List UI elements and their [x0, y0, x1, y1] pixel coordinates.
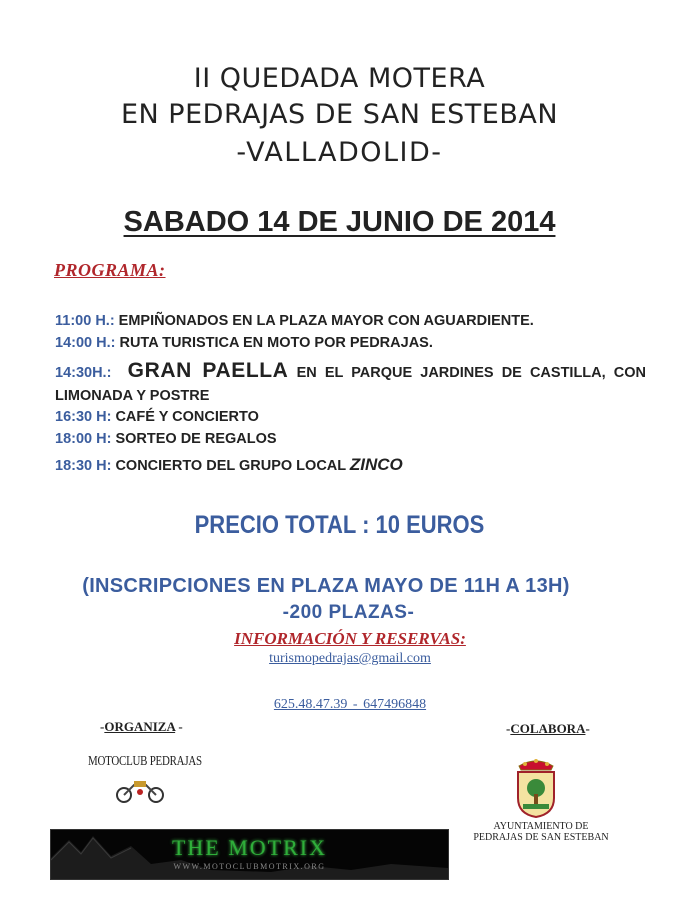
- info-heading: INFORMACIÓN Y RESERVAS:: [234, 629, 466, 648]
- ayuntamiento-line-1: AYUNTAMIENTO DE: [493, 821, 589, 832]
- email-link[interactable]: turismopedrajas@gmail.com: [269, 651, 431, 666]
- schedule-time: 11:00 H.:: [55, 313, 115, 329]
- schedule-time: 18:30 H:: [55, 458, 112, 474]
- event-date: SABADO 14 DE JUNIO DE 2014: [123, 206, 556, 238]
- schedule-text: CAFÉ Y CONCIERTO: [111, 409, 259, 425]
- schedule-item: [55, 455, 403, 475]
- schedule-text: EN EL PARQUE JARDINES DE CASTILLA, CON LIMONADA Y POSTRE: [55, 365, 647, 404]
- schedule-item: [55, 409, 259, 425]
- programa-heading: PROGRAMA:: [54, 260, 166, 280]
- registration-info: (INSCRIPCIONES EN PLAZA MAYO DE 11H A 13H): [82, 575, 570, 597]
- colabora-text: COLABORA: [510, 721, 586, 736]
- motrix-banner: [50, 829, 449, 880]
- ayuntamiento-line-2: PEDRAJAS DE SAN ESTEBAN: [473, 832, 609, 843]
- schedule-time: 16:30 H:: [55, 409, 112, 425]
- title-line-2: EN PEDRAJAS DE SAN ESTEBAN: [120, 99, 559, 130]
- price: PRECIO TOTAL : 10 EUROS: [194, 511, 485, 539]
- town-crest-icon: [513, 756, 559, 818]
- motorcycle-logo-icon: [114, 777, 166, 805]
- schedule-item: [55, 335, 433, 351]
- schedule-text: SORTEO DE REGALOS: [111, 431, 277, 447]
- schedule-text: EMPIÑONADOS EN LA PLAZA MAYOR CON AGUARDIENTE.: [114, 313, 534, 329]
- schedule-highlight: ZINCO: [349, 455, 403, 474]
- schedule-text: RUTA TURISTICA EN MOTO POR PEDRAJAS.: [115, 335, 433, 351]
- phone-numbers: 625.48.47.39 - 647496848: [273, 697, 427, 712]
- title-line-3: -VALLADOLID-: [236, 137, 443, 168]
- schedule-item: [55, 431, 277, 447]
- title-line-1: II QUEDADA MOTERA: [193, 63, 486, 94]
- places-count: -200 PLAZAS-: [282, 602, 415, 623]
- schedule-time: 14:30H.:: [55, 365, 112, 381]
- motoclub-name: MOTOCLUB PEDRAJAS: [88, 754, 202, 769]
- ayuntamiento-label: [455, 821, 627, 843]
- schedule-text: CONCIERTO DEL GRUPO LOCAL: [111, 458, 350, 474]
- banner-title: THE MOTRIX: [171, 835, 328, 860]
- schedule-item: [55, 359, 646, 408]
- banner-url: WWW.MOTOCLUBMOTRIX.ORG: [173, 862, 326, 871]
- organiza-label: -ORGANIZA -: [100, 719, 183, 734]
- schedule-time: 14:00 H.:: [55, 335, 116, 351]
- schedule-highlight: GRAN PAELLA: [127, 359, 289, 382]
- schedule-time: 18:00 H:: [55, 431, 112, 447]
- organiza-text: ORGANIZA: [104, 719, 176, 734]
- colabora-label: -COLABORA-: [506, 721, 590, 736]
- schedule-item: [55, 313, 534, 329]
